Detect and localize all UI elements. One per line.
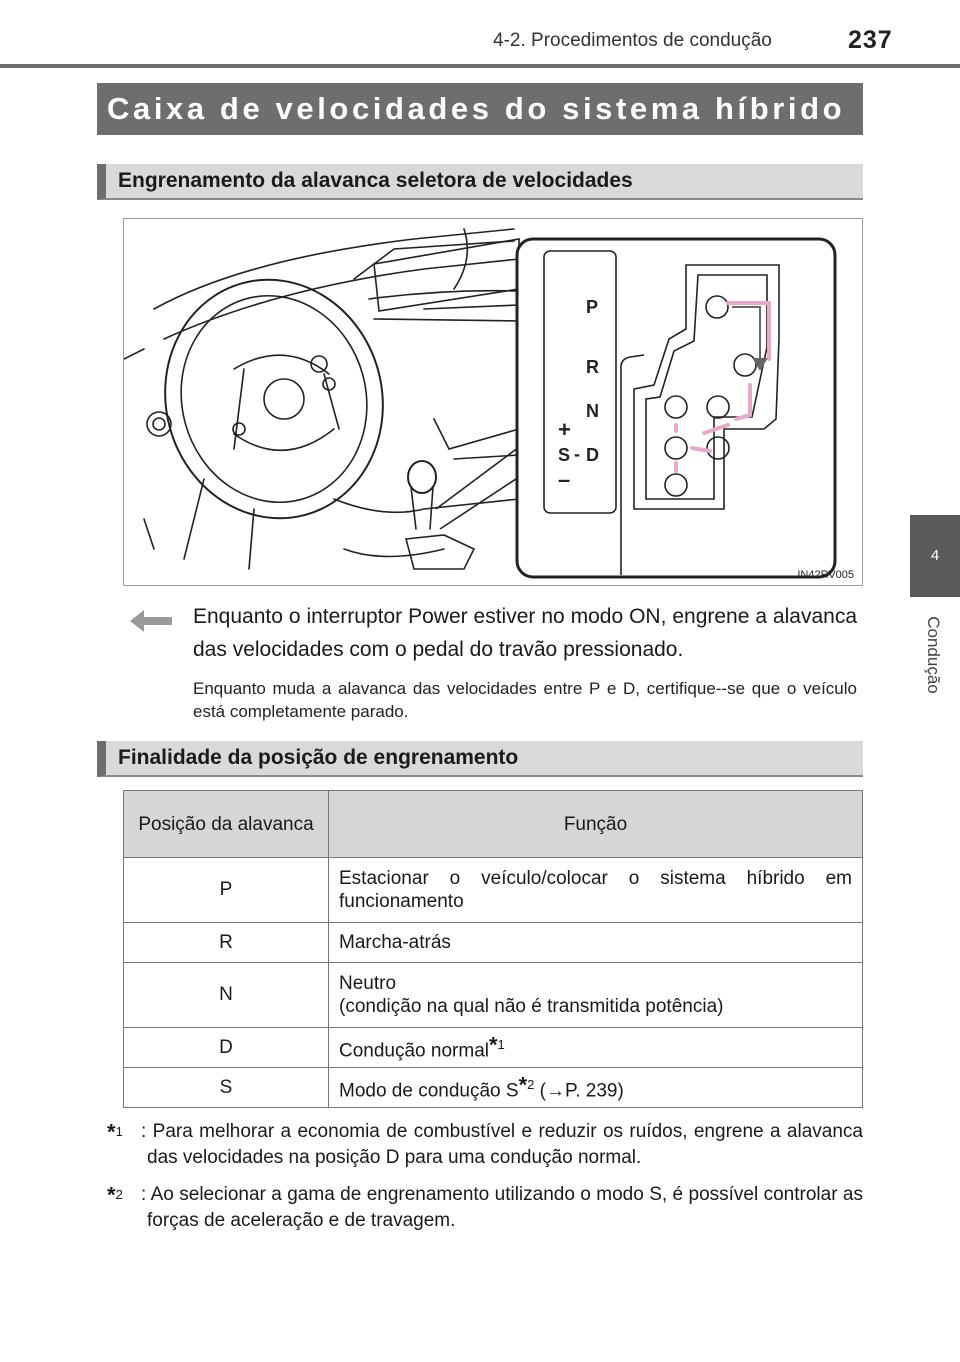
cell-function-line2: (condição na qual não é transmitida potência) [339, 996, 724, 1017]
cell-position: P [124, 858, 329, 923]
shift-lever-illustration [123, 218, 863, 586]
cell-position: D [124, 1028, 329, 1068]
footnote-2-star: * [107, 1182, 116, 1208]
footnote-1 [97, 1119, 863, 1171]
footnote-1-star: * [107, 1119, 116, 1145]
footnote-ref-1: 1 [497, 1036, 505, 1052]
gate-label-panel [544, 251, 616, 513]
title-bar [97, 83, 863, 135]
footnote-2 [97, 1182, 863, 1234]
gate-label-s: S [558, 445, 571, 465]
section-heading-engagement [97, 164, 863, 200]
page-ref-link[interactable]: P. 239) [564, 1080, 624, 1102]
illustration-svg [124, 219, 862, 585]
instruction-text: Enquanto o interruptor Power estiver no modo ON, engrene a alavanca das velocidades com o pedal do travão pressionado. [193, 605, 857, 661]
section-heading-engagement-text: Engrenamento da alavanca seletora de velocidades [118, 169, 633, 192]
cell-function [329, 1028, 863, 1068]
cell-function [329, 963, 863, 1028]
footnote-1-mark [107, 1119, 123, 1151]
cabin-drawing [124, 229, 519, 569]
cell-function: Estacionar o veículo/colocar o sistema híbrido em funcionamento [329, 858, 863, 923]
gate-label-plus: + [558, 417, 571, 442]
instruction-arrow-icon [130, 610, 172, 632]
cell-function [329, 1068, 863, 1108]
table-row [124, 923, 863, 963]
gate-label-d: D [586, 445, 599, 465]
table-row [124, 1068, 863, 1108]
page-title: Caixa de velocidades do sistema híbrido [107, 91, 846, 126]
chapter-label [913, 600, 953, 710]
cell-function-text: Modo de condução S [339, 1080, 519, 1102]
cell-position: R [124, 923, 329, 963]
cell-function-text: Condução normal [339, 1040, 489, 1062]
position-function-table [123, 790, 863, 1108]
footnote-ref-2: 2 [527, 1076, 535, 1092]
chapter-label-text: Condução [924, 616, 943, 694]
page-ref-open: ( [534, 1080, 546, 1102]
footnote-1-text: : Para melhorar a economia de combustível e reduzir os ruídos, engrene a alavanca das velocidades na posição D para uma condução normal. [141, 1121, 863, 1168]
section-heading-purpose-text: Finalidade da posição de engrenamento [118, 746, 519, 769]
footnote-star: * [488, 1032, 498, 1058]
gate-label-n: N [586, 401, 599, 421]
section-heading-purpose [97, 741, 863, 777]
page-number: 237 [848, 26, 893, 54]
footnote-2-mark [107, 1182, 123, 1214]
table-row [124, 963, 863, 1028]
header-section-title: 4-2. Procedimentos de condução [493, 30, 772, 51]
footnote-2-text: : Ao selecionar a gama de engrenamento utilizando o modo S, é possível controlar as forças de aceleração e de travagem. [141, 1184, 863, 1231]
cell-position: S [124, 1068, 329, 1108]
table-header-position: Posição da alavanca [124, 791, 329, 858]
table-row [124, 1028, 863, 1068]
gate-label-dash: - [574, 444, 580, 464]
footnote-1-number: 1 [115, 1124, 123, 1139]
page-ref-arrow-icon: → [545, 1080, 565, 1102]
table-row [124, 858, 863, 923]
gate-label-minus: – [558, 467, 571, 492]
figure-code: IN42RV005 [797, 569, 854, 581]
footnote-star: * [518, 1072, 528, 1098]
cell-position: N [124, 963, 329, 1028]
footnote-2-number: 2 [115, 1187, 123, 1202]
header-rule [0, 64, 960, 68]
cell-function: Marcha-atrás [329, 923, 863, 963]
instruction-note: Enquanto muda a alavanca das velocidades entre P e D, certifique--se que o veículo está completamente parado. [193, 679, 857, 721]
gate-label-p: P [586, 297, 599, 317]
callout-pointer [436, 447, 519, 529]
chapter-tab[interactable]: 4 [910, 515, 960, 597]
gate-label-r: R [586, 357, 599, 377]
cell-function-line1: Neutro [339, 973, 397, 994]
table-header-function: Função [329, 791, 863, 858]
